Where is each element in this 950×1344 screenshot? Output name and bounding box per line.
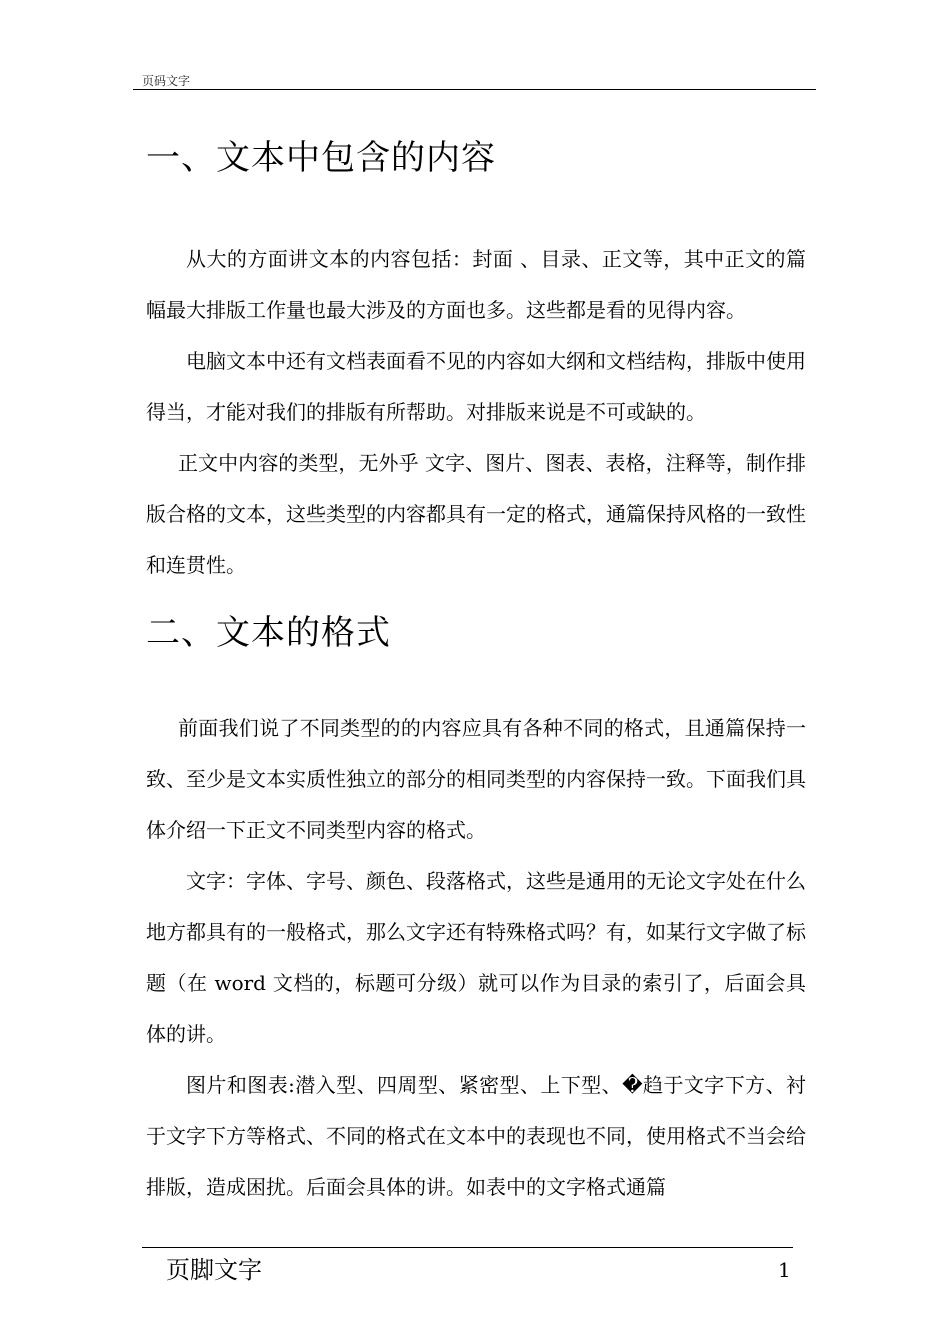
paragraph-2-1: 前面我们说了不同类型的的内容应具有各种不同的格式，且通篇保持一致、至少是文本实质性独立的部分的相同类型的内容保持一致。下面我们具体介绍一下正文不同类型内容的格式。 [146,716,806,842]
header-rule [133,89,816,90]
section-heading-1: 一、文本中包含的内容 [146,138,496,178]
page-header-text: 页码文字 [142,74,191,88]
section-heading-2: 二、文本的格式 [146,613,391,653]
paragraph-1-2: 电脑文本中还有文档表面看不见的内容如大纲和文档结构，排版中使用得当，才能对我们的排版有所帮助。对排版来说是不可或缺的。 [146,349,806,424]
paragraph-1-3: 正文中内容的类型，无外乎 文字、图片、图表、表格，注释等，制作排版合格的文本，这些类型的内容都具有一定的格式，通篇保持风格的一致性和连贯性。 [146,451,806,577]
page-number: 1 [778,1258,791,1282]
page-footer-text: 页脚文字 [166,1256,262,1284]
document-body [146,128,806,1213]
paragraph-1-1: 从大的方面讲文本的内容包括：封面 、目录、正文等，其中正文的篇幅最大排版工作量也最大涉及的方面也多。这些都是看的见得内容。 [146,247,806,322]
footer-rule [142,1247,793,1248]
paragraph-2-3: 图片和图表:潜入型、四周型、紧密型、上下型、�趋于文字下方、衬于文字下方等格式、不同的格式在文本中的表现也不同，使用格式不当会给排版，造成困扰。后面会具体的讲。如表中的文字格式通篇 [146,1073,806,1199]
paragraph-2-2: 文字：字体、字号、颜色、段落格式，这些是通用的无论文字处在什么地方都具有的一般格式，那么文字还有特殊格式吗？有，如某行文字做了标题（在 word 文档的，标题可分级）就可以作为目录的索引了，后面会具体的讲。 [146,869,806,1046]
